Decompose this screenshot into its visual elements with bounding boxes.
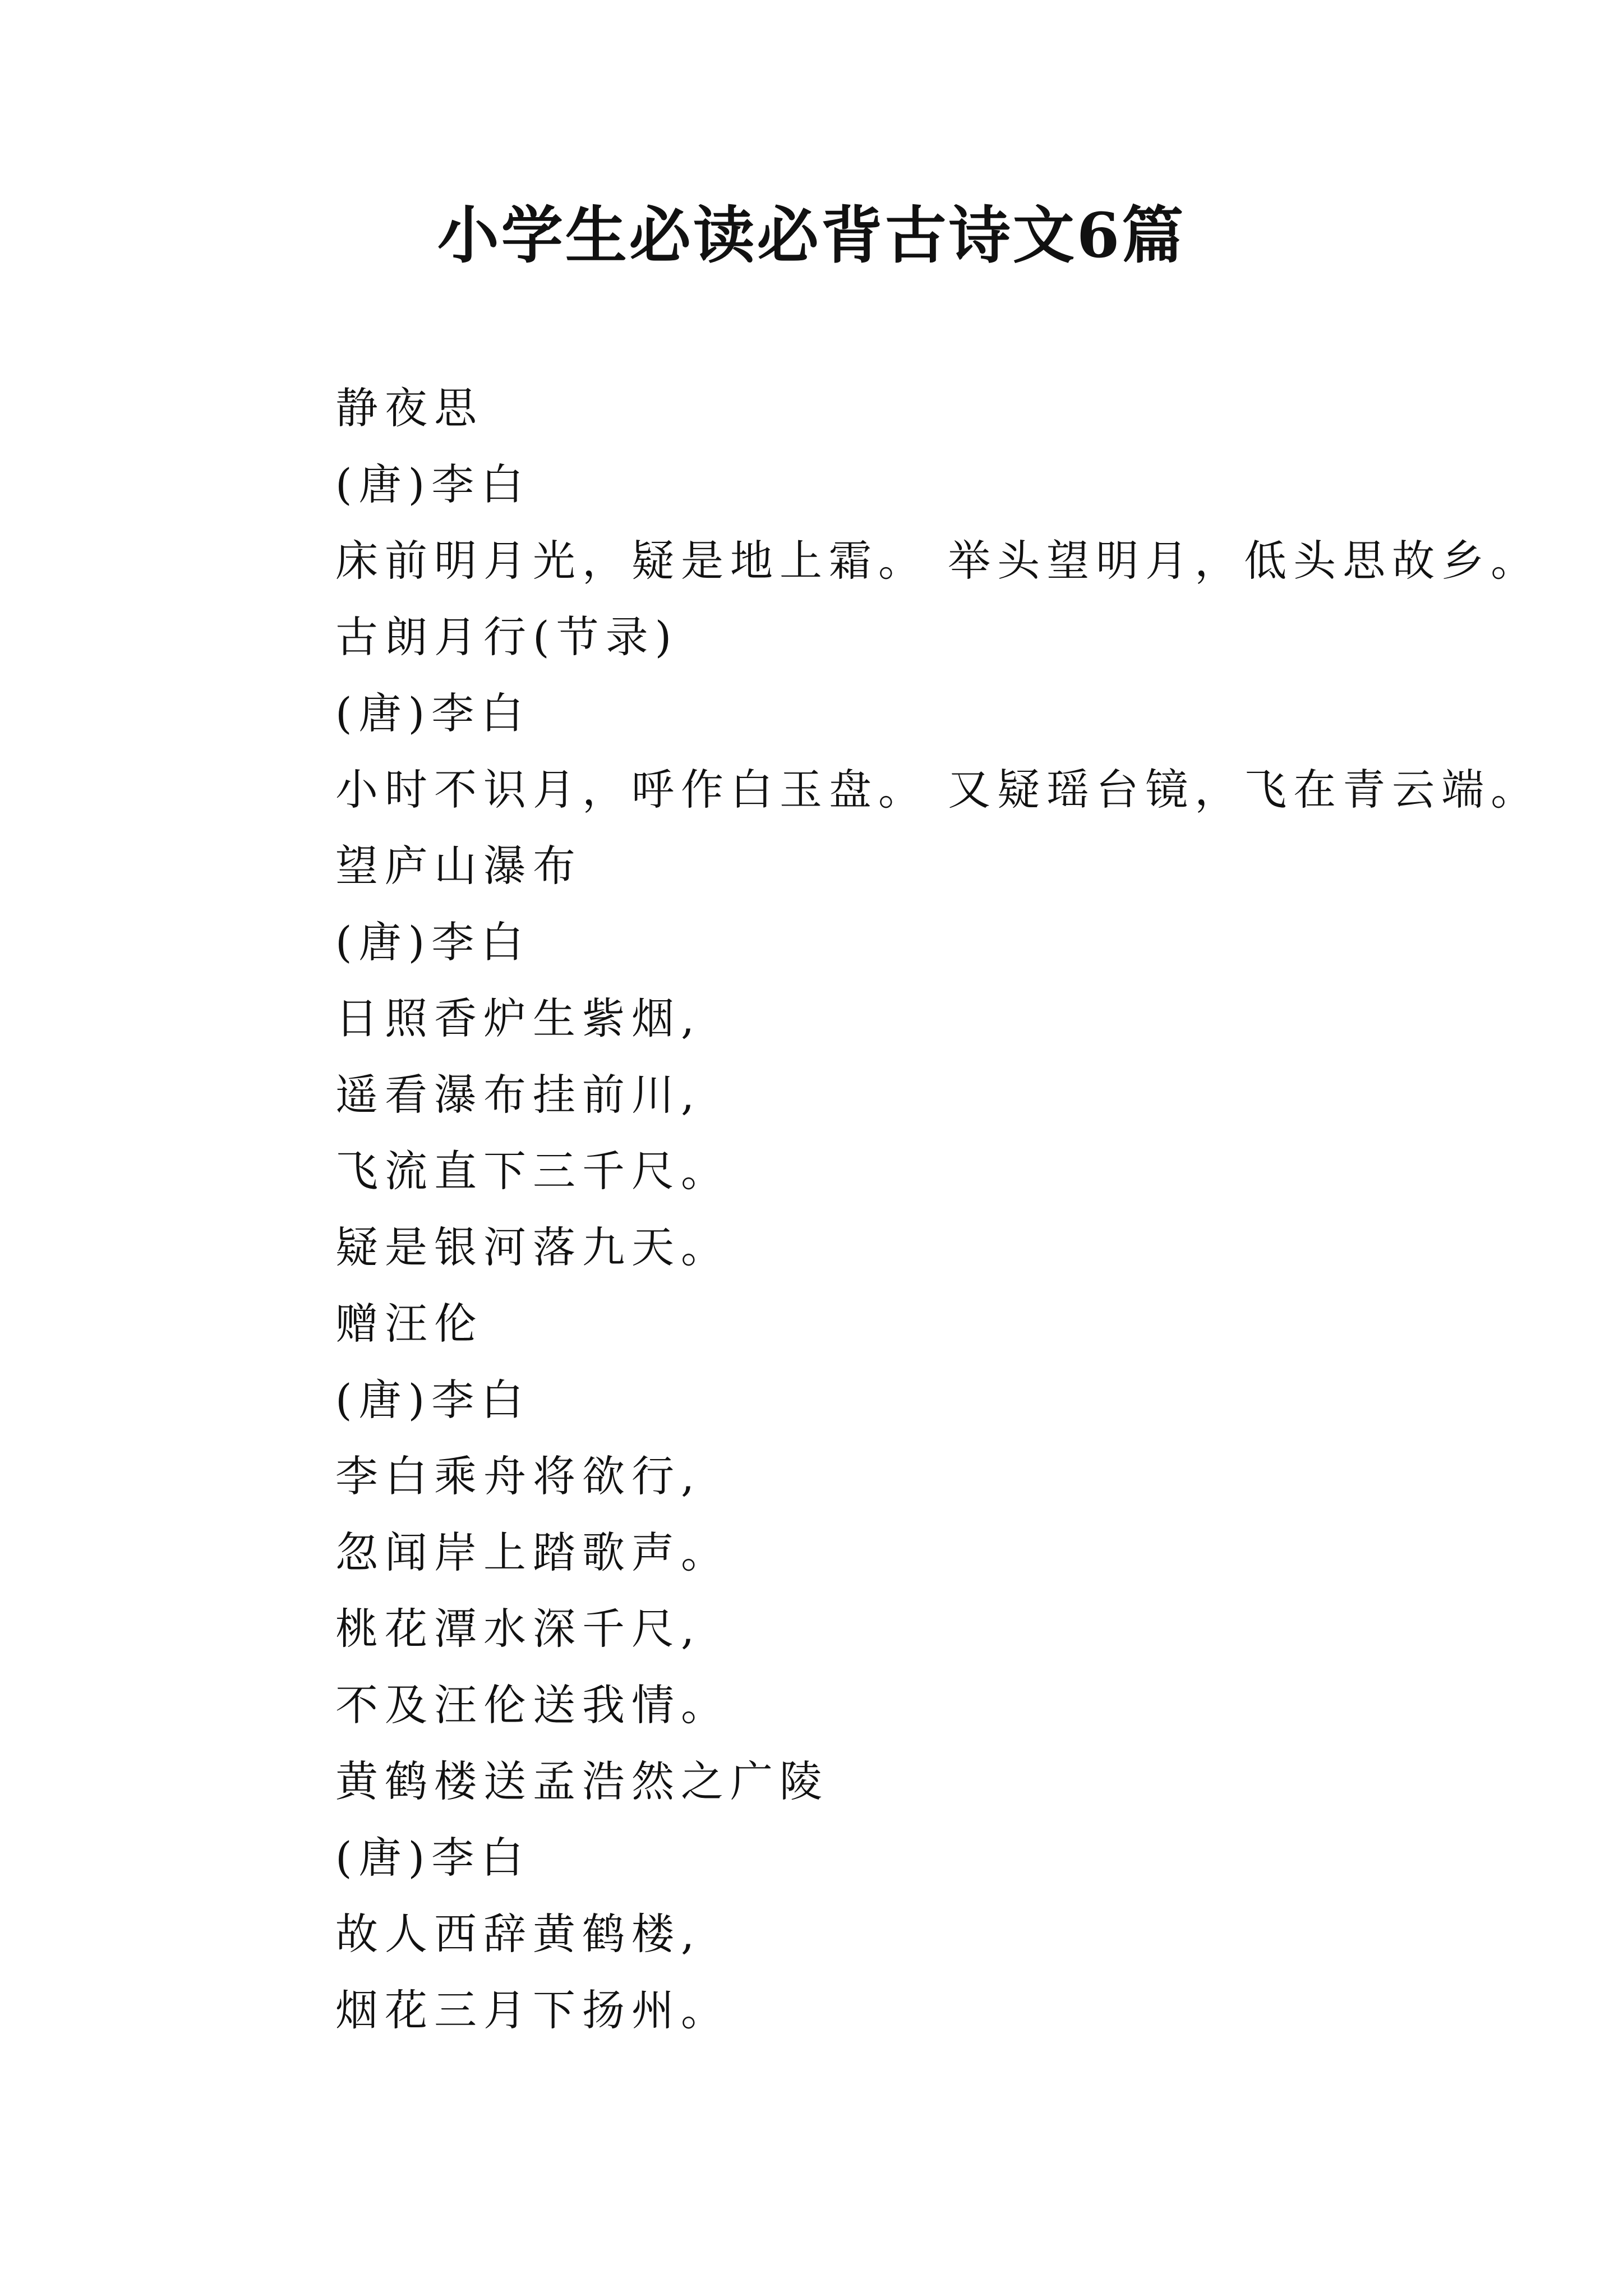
poem-verse: 忽闻岸上踏歌声。	[335, 1527, 730, 1577]
poem-author: (唐)李白	[335, 1833, 531, 1883]
poem-verse: 疑是银河落九天。	[335, 1222, 730, 1272]
poem-author: (唐)李白	[335, 459, 531, 509]
document-title: 小学生必读必背古诗文6篇	[437, 199, 1186, 272]
poem-title: 望庐山瀑布	[335, 841, 582, 891]
poem-author: (唐)李白	[335, 1375, 531, 1425]
poem-title: 黄鹤楼送孟浩然之广陵	[335, 1756, 829, 1806]
poem-verse: 李白乘舟将欲行,	[335, 1451, 702, 1501]
poem-verse: 日照香炉生紫烟,	[335, 993, 702, 1043]
document-body	[335, 370, 1541, 2049]
poem-verse: 小时不识月，呼作白玉盘。 又疑瑶台镜，飞在青云端。	[335, 765, 1541, 815]
poem-verse: 烟花三月下扬州。	[335, 1985, 730, 2035]
poem-title: 古朗月行(节录)	[335, 612, 679, 662]
poem-verse: 不及汪伦送我情。	[335, 1680, 730, 1730]
poem-verse: 飞流直下三千尺。	[335, 1146, 730, 1196]
poem-verse: 遥看瀑布挂前川,	[335, 1070, 702, 1120]
poem-title: 静夜思	[335, 383, 483, 433]
poem-author: (唐)李白	[335, 688, 531, 738]
poem-verse: 桃花潭水深千尺,	[335, 1604, 702, 1654]
poem-verse: 故人西辞黄鹤楼,	[335, 1909, 702, 1959]
poem-author: (唐)李白	[335, 917, 531, 967]
poem-title: 赠汪伦	[335, 1299, 483, 1349]
poem-verse: 床前明月光，疑是地上霜。 举头望明月，低头思故乡。	[335, 536, 1541, 586]
